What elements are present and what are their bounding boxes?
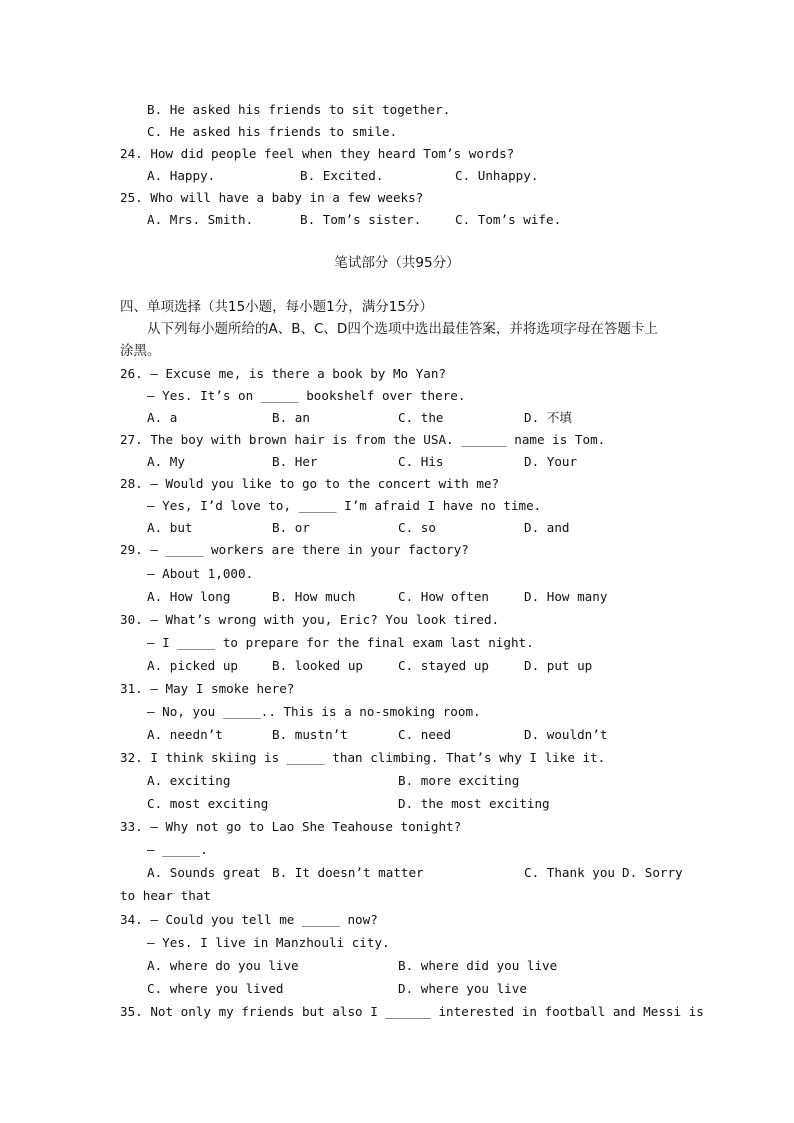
- q33-option-d: D. Sorry: [622, 865, 683, 880]
- question-31: 31. — May I smoke here?: [120, 681, 295, 696]
- q28-reply: — Yes, I’d love to, _____ I’m afraid I have no time.: [147, 498, 542, 513]
- question-29: 29. — _____ workers are there in your factory?: [120, 542, 469, 557]
- question-32: 32. I think skiing is _____ than climbing. That’s why I like it.: [120, 750, 606, 765]
- q28-option-c: C. so: [398, 520, 436, 535]
- q28-option-b: B. or: [272, 520, 310, 535]
- question-33: 33. — Why not go to Lao She Teahouse tonight?: [120, 819, 462, 834]
- q26-option-c: C. the: [398, 410, 444, 425]
- q32-option-c: C. most exciting: [147, 796, 269, 811]
- q28-option-d: D. and: [524, 520, 570, 535]
- question-27: 27. The boy with brown hair is from the USA. ______ name is Tom.: [120, 432, 606, 447]
- q26-reply: — Yes. It’s on _____ bookshelf over there.: [147, 388, 466, 403]
- question-25: 25. Who will have a baby in a few weeks?: [120, 190, 424, 205]
- q32-option-a: A. exciting: [147, 773, 231, 788]
- q27-option-b: B. Her: [272, 454, 318, 469]
- q34-option-a: A. where do you live: [147, 958, 299, 973]
- q31-option-d: D. wouldn’t: [524, 727, 608, 742]
- q26-option-d: D. 不填: [524, 410, 572, 425]
- q32-option-d: D. the most exciting: [398, 796, 550, 811]
- q26-option-a: A. a: [147, 410, 178, 425]
- q25-option-a: A. Mrs. Smith.: [147, 212, 254, 227]
- question-35: 35. Not only my friends but also I ______ interested in football and Messi is: [120, 1004, 704, 1019]
- q27-option-c: C. His: [398, 454, 444, 469]
- section-instructions-cont: 涂黑。: [120, 343, 161, 359]
- question-34: 34. — Could you tell me _____ now?: [120, 912, 378, 927]
- q34-option-b: B. where did you live: [398, 958, 558, 973]
- q30-reply: — I _____ to prepare for the final exam last night.: [147, 635, 534, 650]
- q23-option-c: C. He asked his friends to smile.: [147, 124, 398, 139]
- q33-option-a: A. Sounds great: [147, 865, 261, 880]
- q33-option-d-cont: to hear that: [120, 888, 211, 903]
- q29-reply: — About 1,000.: [147, 566, 254, 581]
- q24-option-a: A. Happy.: [147, 168, 216, 183]
- q33-option-c: C. Thank you: [524, 865, 615, 880]
- q29-option-b: B. How much: [272, 589, 356, 604]
- q27-option-d: D. Your: [524, 454, 578, 469]
- q26-option-b: B. an: [272, 410, 310, 425]
- q31-option-c: C. need: [398, 727, 452, 742]
- q34-option-d: D. where you live: [398, 981, 527, 996]
- q30-option-a: A. picked up: [147, 658, 238, 673]
- q25-option-c: C. Tom’s wife.: [455, 212, 562, 227]
- section-title: 笔试部分（共95分）: [334, 255, 460, 271]
- q34-reply: — Yes. I live in Manzhouli city.: [147, 935, 390, 950]
- q24-option-c: C. Unhappy.: [455, 168, 539, 183]
- q31-option-b: B. mustn’t: [272, 727, 348, 742]
- q34-option-c: C. where you lived: [147, 981, 284, 996]
- q30-option-b: B. looked up: [272, 658, 363, 673]
- q29-option-c: C. How often: [398, 589, 489, 604]
- q29-option-d: D. How many: [524, 589, 608, 604]
- q32-option-b: B. more exciting: [398, 773, 520, 788]
- q30-option-c: C. stayed up: [398, 658, 489, 673]
- q30-option-d: D. put up: [524, 658, 593, 673]
- q31-option-a: A. needn’t: [147, 727, 223, 742]
- question-30: 30. — What’s wrong with you, Eric? You look tired.: [120, 612, 500, 627]
- section-instructions: 从下列每小题所给的A、B、C、D四个选项中选出最佳答案，并将选项字母在答题卡上: [147, 321, 658, 337]
- q33-reply: — _____.: [147, 842, 208, 857]
- q27-option-a: A. My: [147, 454, 185, 469]
- question-24: 24. How did people feel when they heard Tom’s words?: [120, 146, 515, 161]
- question-28: 28. — Would you like to go to the concert with me?: [120, 476, 500, 491]
- q25-option-b: B. Tom’s sister.: [300, 212, 422, 227]
- q31-reply: — No, you _____.. This is a no-smoking room.: [147, 704, 481, 719]
- q28-option-a: A. but: [147, 520, 193, 535]
- q29-option-a: A. How long: [147, 589, 231, 604]
- question-26: 26. — Excuse me, is there a book by Mo Yan?: [120, 366, 447, 381]
- q23-option-b: B. He asked his friends to sit together.: [147, 102, 451, 117]
- q33-option-b: B. It doesn’t matter: [272, 865, 424, 880]
- section-heading: 四、单项选择（共15小题，每小题1分，满分15分）: [120, 299, 433, 315]
- q24-option-b: B. Excited.: [300, 168, 384, 183]
